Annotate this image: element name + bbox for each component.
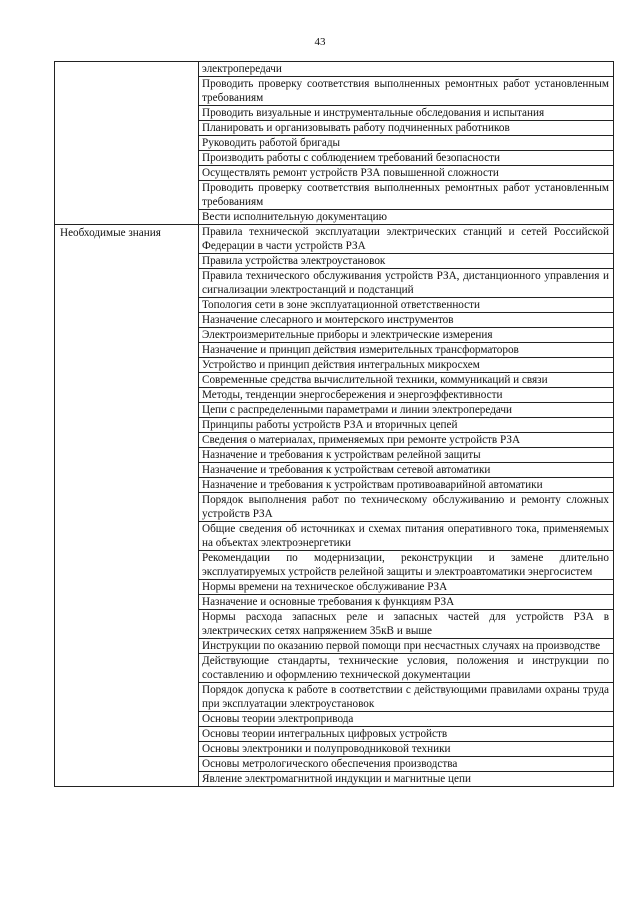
table-cell-item: Правила технического обслуживания устройств РЗА, дистанционного управления и сигнализации электростанций и подстанций: [199, 269, 614, 298]
table-cell-item: Проводить проверку соответствия выполненных ремонтных работ установленным требованиям: [199, 77, 614, 106]
table-cell-item: Электроизмерительные приборы и электрические измерения: [199, 328, 614, 343]
table-cell-item: Порядок выполнения работ по техническому обслуживанию и ремонту сложных устройств РЗА: [199, 493, 614, 522]
table-cell-item: Планировать и организовывать работу подчиненных работников: [199, 121, 614, 136]
table-row: [55, 62, 614, 77]
table-cell-item: Явление электромагнитной индукции и магнитные цепи: [199, 772, 614, 787]
table-cell-item: Назначение и требования к устройствам релейной защиты: [199, 448, 614, 463]
competency-table: [54, 61, 614, 787]
table-cell-item: Назначение и основные требования к функциям РЗА: [199, 595, 614, 610]
table-cell-item: Устройство и принцип действия интегральных микросхем: [199, 358, 614, 373]
table-cell-item: Назначение и требования к устройствам сетевой автоматики: [199, 463, 614, 478]
table-cell-item: Проводить проверку соответствия выполненных ремонтных работ установленным требованиям: [199, 181, 614, 210]
table-cell-item: Правила технической эксплуатации электрических станций и сетей Российской Федерации в части устройств РЗА: [199, 225, 614, 254]
table-cell-item: Цепи с распределенными параметрами и линии электропередачи: [199, 403, 614, 418]
table-cell-item: Инструкции по оказанию первой помощи при несчастных случаях на производстве: [199, 639, 614, 654]
table-cell-item: Нормы расхода запасных реле и запасных частей для устройств РЗА в электрических сетях напряжением 35кВ и выше: [199, 610, 614, 639]
table-cell-item: Топология сети в зоне эксплуатационной ответственности: [199, 298, 614, 313]
table-cell-item: электропередачи: [199, 62, 614, 77]
table-cell-item: Методы, тенденции энергосбережения и энергоэффективности: [199, 388, 614, 403]
table-cell-item: Производить работы с соблюдением требований безопасности: [199, 151, 614, 166]
table-cell-item: Проводить визуальные и инструментальные обследования и испытания: [199, 106, 614, 121]
table-cell-item: Нормы времени на техническое обслуживание РЗА: [199, 580, 614, 595]
table-cell-item: Основы теории электропривода: [199, 712, 614, 727]
table-cell-item: Рекомендации по модернизации, реконструкции и замене длительно эксплуатируемых устройств релейной защиты и электроавтоматики энергосистем: [199, 551, 614, 580]
table-cell-item: Назначение и требования к устройствам противоаварийной автоматики: [199, 478, 614, 493]
table-cell-item: Назначение слесарного и монтерского инструментов: [199, 313, 614, 328]
table-cell-item: Основы теории интегральных цифровых устройств: [199, 727, 614, 742]
table-cell-item: Осуществлять ремонт устройств РЗА повышенной сложности: [199, 166, 614, 181]
table-cell-item: Руководить работой бригады: [199, 136, 614, 151]
table-cell-item: Основы электроники и полупроводниковой техники: [199, 742, 614, 757]
table-cell-item: Общие сведения об источниках и схемах питания оперативного тока, применяемых на объектах электроэнергетики: [199, 522, 614, 551]
table-cell-item: Основы метрологического обеспечения производства: [199, 757, 614, 772]
table-cell-label-empty: [55, 62, 199, 225]
table-cell-item: Вести исполнительную документацию: [199, 210, 614, 225]
table-row: [55, 225, 614, 254]
table-cell-item: Действующие стандарты, технические условия, положения и инструкции по составлению и оформлению технической документации: [199, 654, 614, 683]
table-cell-item: Принципы работы устройств РЗА и вторичных цепей: [199, 418, 614, 433]
table-cell-item: Современные средства вычислительной техники, коммуникаций и связи: [199, 373, 614, 388]
table-cell-item: Правила устройства электроустановок: [199, 254, 614, 269]
knowledge-label: Необходимые знания: [55, 225, 199, 787]
page-number: 43: [314, 36, 326, 48]
table-cell-item: Сведения о материалах, применяемых при ремонте устройств РЗА: [199, 433, 614, 448]
table-cell-item: Порядок допуска к работе в соответствии с действующими правилами охраны труда при эксплуатации электроустановок: [199, 683, 614, 712]
competency-table-body: [55, 62, 614, 787]
table-cell-item: Назначение и принцип действия измерительных трансформаторов: [199, 343, 614, 358]
